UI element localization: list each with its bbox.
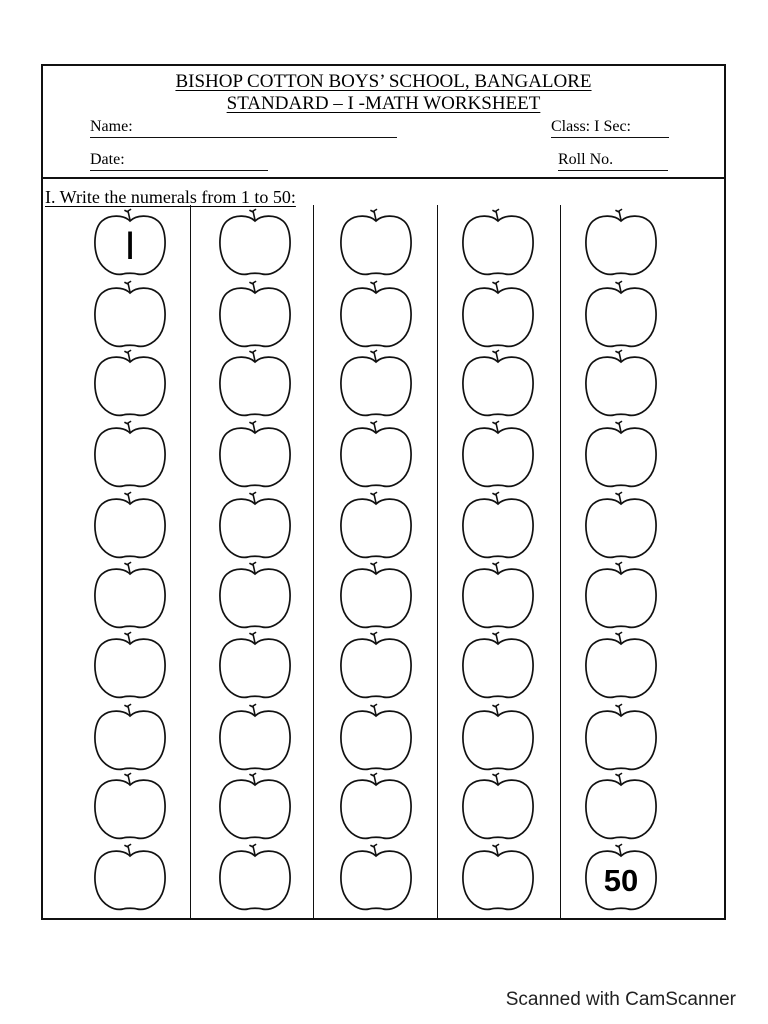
apple-cell xyxy=(92,842,168,912)
apple-cell xyxy=(460,207,536,277)
instruction-text: I. Write the numerals from 1 to 50: xyxy=(45,187,296,207)
apple-numeral xyxy=(92,568,168,630)
apple-cell xyxy=(460,490,536,560)
apple-numeral xyxy=(217,850,293,912)
apple-cell xyxy=(338,207,414,277)
apple-cell xyxy=(583,842,659,912)
apple-numeral xyxy=(92,498,168,560)
apple-numeral xyxy=(460,568,536,630)
school-name: BISHOP COTTON BOYS’ SCHOOL, BANGALORE xyxy=(175,71,592,92)
apple-cell xyxy=(92,771,168,841)
apple-cell xyxy=(92,279,168,349)
date-label: Date: xyxy=(90,151,125,168)
apple-numeral xyxy=(338,498,414,560)
camscanner-watermark: Scanned with CamScanner xyxy=(505,989,736,1010)
apple-numeral xyxy=(217,568,293,630)
apple-numeral xyxy=(460,427,536,489)
apple-numeral xyxy=(338,287,414,349)
apple-numeral xyxy=(92,710,168,772)
apple-numeral xyxy=(217,638,293,700)
apple-numeral xyxy=(460,356,536,418)
apple-numeral xyxy=(460,779,536,841)
apple-cell xyxy=(583,630,659,700)
apple-numeral xyxy=(217,498,293,560)
apple-numeral xyxy=(338,356,414,418)
apple-numeral xyxy=(92,779,168,841)
apple-cell xyxy=(460,771,536,841)
apple-cell xyxy=(92,490,168,560)
apple-numeral xyxy=(338,850,414,912)
apple-numeral xyxy=(217,710,293,772)
apple-cell xyxy=(338,490,414,560)
apple-cell xyxy=(92,348,168,418)
apple-cell xyxy=(338,702,414,772)
apple-numeral xyxy=(217,215,293,277)
apple-numeral xyxy=(583,498,659,560)
apple-cell xyxy=(338,348,414,418)
apple-numeral xyxy=(338,638,414,700)
apple-numeral: I xyxy=(124,223,136,268)
apple-numeral xyxy=(583,568,659,630)
apple-numeral xyxy=(338,215,414,277)
apple-numeral xyxy=(338,779,414,841)
apple-cell xyxy=(583,490,659,560)
apple-cell xyxy=(217,348,293,418)
apple-numeral xyxy=(217,427,293,489)
apple-numeral xyxy=(460,710,536,772)
apple-cell xyxy=(583,702,659,772)
name-label: Name: xyxy=(90,118,133,135)
apple-numeral xyxy=(583,638,659,700)
apple-cell xyxy=(338,771,414,841)
apple-numeral xyxy=(583,710,659,772)
apple-cell xyxy=(583,207,659,277)
apple-cell xyxy=(92,630,168,700)
apple-cell xyxy=(460,842,536,912)
apple-cell xyxy=(460,630,536,700)
apple-numeral xyxy=(92,287,168,349)
apple-numeral: 50 xyxy=(603,863,639,898)
apple-cell xyxy=(217,419,293,489)
apple-cell xyxy=(583,348,659,418)
apple-numeral xyxy=(460,498,536,560)
roll-number-label: Roll No. xyxy=(558,151,614,168)
apple-numeral xyxy=(92,427,168,489)
apple-numeral xyxy=(92,638,168,700)
apple-cell xyxy=(217,490,293,560)
apple-numeral xyxy=(338,568,414,630)
apple-cell xyxy=(338,630,414,700)
apple-numeral xyxy=(338,710,414,772)
apple-numeral xyxy=(338,427,414,489)
apple-cell xyxy=(583,560,659,630)
apple-cell xyxy=(338,842,414,912)
apple-cell xyxy=(92,419,168,489)
apple-numeral xyxy=(92,850,168,912)
apple-cell xyxy=(92,560,168,630)
apple-numeral xyxy=(217,779,293,841)
apple-cell xyxy=(460,348,536,418)
apple-cell xyxy=(92,207,168,277)
apple-numeral xyxy=(460,215,536,277)
worksheet-title: STANDARD – I -MATH WORKSHEET xyxy=(226,93,541,114)
apple-cell xyxy=(217,842,293,912)
apple-numeral xyxy=(460,287,536,349)
apple-numeral xyxy=(460,850,536,912)
apple-cell xyxy=(217,279,293,349)
apple-cell xyxy=(460,279,536,349)
class-section-label: Class: I Sec: xyxy=(551,118,631,135)
apple-cell xyxy=(92,702,168,772)
apple-cell xyxy=(583,419,659,489)
apple-numeral xyxy=(217,287,293,349)
apple-cell xyxy=(460,560,536,630)
apple-numeral xyxy=(92,356,168,418)
apple-cell xyxy=(217,702,293,772)
apple-cell xyxy=(583,279,659,349)
apple-numeral xyxy=(583,356,659,418)
apple-numeral xyxy=(583,287,659,349)
apple-numeral xyxy=(217,356,293,418)
apple-numeral xyxy=(583,779,659,841)
apple-cell xyxy=(217,560,293,630)
apple-cell xyxy=(338,560,414,630)
apple-cell xyxy=(217,771,293,841)
apple-numeral xyxy=(583,215,659,277)
apple-cell xyxy=(583,771,659,841)
apple-cell xyxy=(460,419,536,489)
apple-cell xyxy=(217,630,293,700)
apple-numeral xyxy=(460,638,536,700)
apple-cell xyxy=(217,207,293,277)
apple-numeral xyxy=(583,427,659,489)
apple-cell xyxy=(338,419,414,489)
apple-cell xyxy=(338,279,414,349)
apple-cell xyxy=(460,702,536,772)
